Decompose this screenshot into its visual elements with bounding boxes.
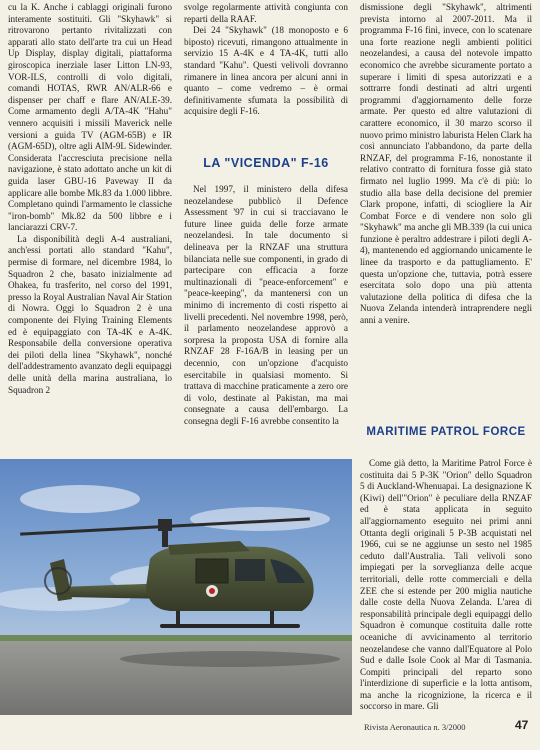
paragraph: dismissione degli "Skyhawk", altrimenti prevista intorno al 2007-2011. Ma il programma F-16 finì, invece, con lo scatenare una forte reazione negli ambienti politici neozelandesi, a causa del notevole impatto economico che avrebbe sicuramente portato a superare i limiti di spesa autorizzati e a sottrarre fondi destinati ad altri urgenti programmi d'aggiornamento delle forze armate. Per questo ed altre valutazioni di carattere economico, il 30 marzo scorso il nuovo primo ministro laburista Helen Clark ha così annunciato l'abbandono, da parte della RNZAF, del programma F-16, nonostante il relativo contratto di fornitura fosse già stato firmato nel luglio 1999. Ma c'è di più: lo studio alla base della decisione del premier Clark propone, infatti, di sciogliere la Air Combat Force e di vendere non solo gli "Skyhawk" ma anche gli MB.339 (la cui unica funzione è peraltro addestrare i piloti degli A-4), mantenendo ed aggiornando unicamente le linee da trasporto e da pattugliamento. E' questa un'opzione che, tuttavia, potrà essere esercitata solo dopo una più attenta valutazione della politica di difesa che la Nuova Zelanda intenderà intraprendere negli anni a venire. (360, 2, 532, 326)
publication-footer: Rivista Aeronautica n. 3/2000 (364, 722, 466, 732)
section-heading-maritime: MARITIME PATROL FORCE (366, 426, 526, 438)
page-number: 47 (515, 718, 529, 732)
paragraph: Come già detto, la Maritime Patrol Force è costituita dai 5 P-3K "Orion" dello Squadron 5 di Auckland-Whenuapai. La designazione K (Kiwi) dell'"Orion" è peculiare della RNZAF ed è stata applicata in seguito all'aggiornamento eseguito nei primi anni Ottanta degli originali 5 P-3B acquistati nel 1966, cui se ne aggiunse un sesto nel 1985 ceduto dall'Australia. Tali velivoli sono impiegati per la sorveglianza delle acque territoriali, delle rotte commerciali e della ZEE che si estende per 200 miglia nautiche dalle coste della Nuova Zelanda. L'area di responsabilità principale degli equipaggi dello Squadron è comunque costituita dalle rotte oceaniche di avvicinamento al territorio neozelandese che vanno dall'Equatore al Polo Sud e dalle Isole Cook al Mar di Tasmania. Compiti principali del reparto sono l'interdizione di superficie e la lotta antisom, ma anche la ricognizione, la ricerca e il soccorso in mare. Gli (360, 458, 532, 712)
helicopter-photo (0, 459, 352, 715)
paragraph: svolge regolarmente attività congiunta con reparti della RAAF. (184, 2, 348, 24)
text-column-3-top (360, 2, 532, 327)
paragraph: Dei 24 "Skyhawk" (18 monoposto e 6 biposto) ricevuti, rimangono attualmente in servizio 15 A-4K e 4 TA-4K, tutti allo standard "Kahu". Questi velivoli dovranno rimanere in linea ancora per alcuni anni in quanto – come vedremo – è ormai definitivamente sfumata la possibilità di acquisire degli F-16. (184, 25, 348, 117)
paragraph: La disponibilità degli A-4 australiani, anch'essi portati allo standard "Kahu", permise di formare, nel dicembre 1984, lo Squadron 2 che, basato inizialmente ad Ohakea, fu trasferito, nel corso del 1991, presso la Royal Australian Naval Air Station di Nowra. Oggi lo Squadron 2 è una componente dei Flying Training Elements ed è equipaggiato con TA-4K e A-4K. Responsabile della conversione operativa dei piloti della linea "Skyhawk", nonché dell'addestramento avanzato degli equipaggi delle unità della marina australiana, lo Squadron 2 (8, 233, 172, 395)
paragraph: Nel 1997, il ministero della difesa neozelandese pubblicò il Defence Assessment '97 in cui si tracciavano le future linee guida delle forze armate neozelandesi. In tale documento si delineava per la RNZAF una struttura bilanciata nelle sue componenti, in grado di partecipare con efficacia a forze multinazionali di "peace-enforcement" e "peace-keeping", da mantenersi con un minimo di incremento di costi rispetto ai livelli precedenti. Nel novembre 1998, però, il parlamento neozelandese approvò a sorpresa la proposta USA di fornire alla RNZAF 28 F-16A/B in leasing per un decennio, con un'opzione d'acquisto esercitabile in qualsiasi momento. Si trattava di macchine praticamente a zero ore di volo, destinate al Pakistan, ma mai consegnate a causa dell'embargo. La consegna degli F-16 avrebbe consentito la (184, 184, 348, 426)
section-heading-vicenda: LA "VICENDA" F-16 (203, 156, 329, 170)
text-column-1 (8, 2, 172, 396)
text-column-2-top (184, 2, 348, 118)
text-column-2-bottom (184, 184, 348, 427)
text-column-3-bottom (360, 458, 532, 713)
paragraph: cu la K. Anche i cablaggi originali furono interamente sostituiti. Gli "Skyhawk" si ritrovarono pertanto rivitalizzati con apparati allo stato dell'arte tra cui un Head Up Display, display digitali, piattaforma giroscopica inerziale laser Litton LN-93, VOR-ILS, controlli di volo digitali, comandi HOTAS, RWR AN/ALR-66 e dispenser per chaff e flare AN/ALE-39. Come armamento degli A/TA-4K "Hahu" vennero acquisiti i missili Maverick nelle versioni a guida TV (AGM-65B) e IR (AGM-65D), oltre agli AIM-9L Sidewinder. Considerata l'accresciuta precisione nella navigazione, è stato adottato anche un kit di guida laser GBU-16 Paveway II da applicare alle bombe Mk.83 da 1.000 libbre. Completano quindi l'armamento le classiche "iron-bomb" Mk.82 da 500 libbre e i lanciarazzi CRV-7. (8, 2, 172, 233)
